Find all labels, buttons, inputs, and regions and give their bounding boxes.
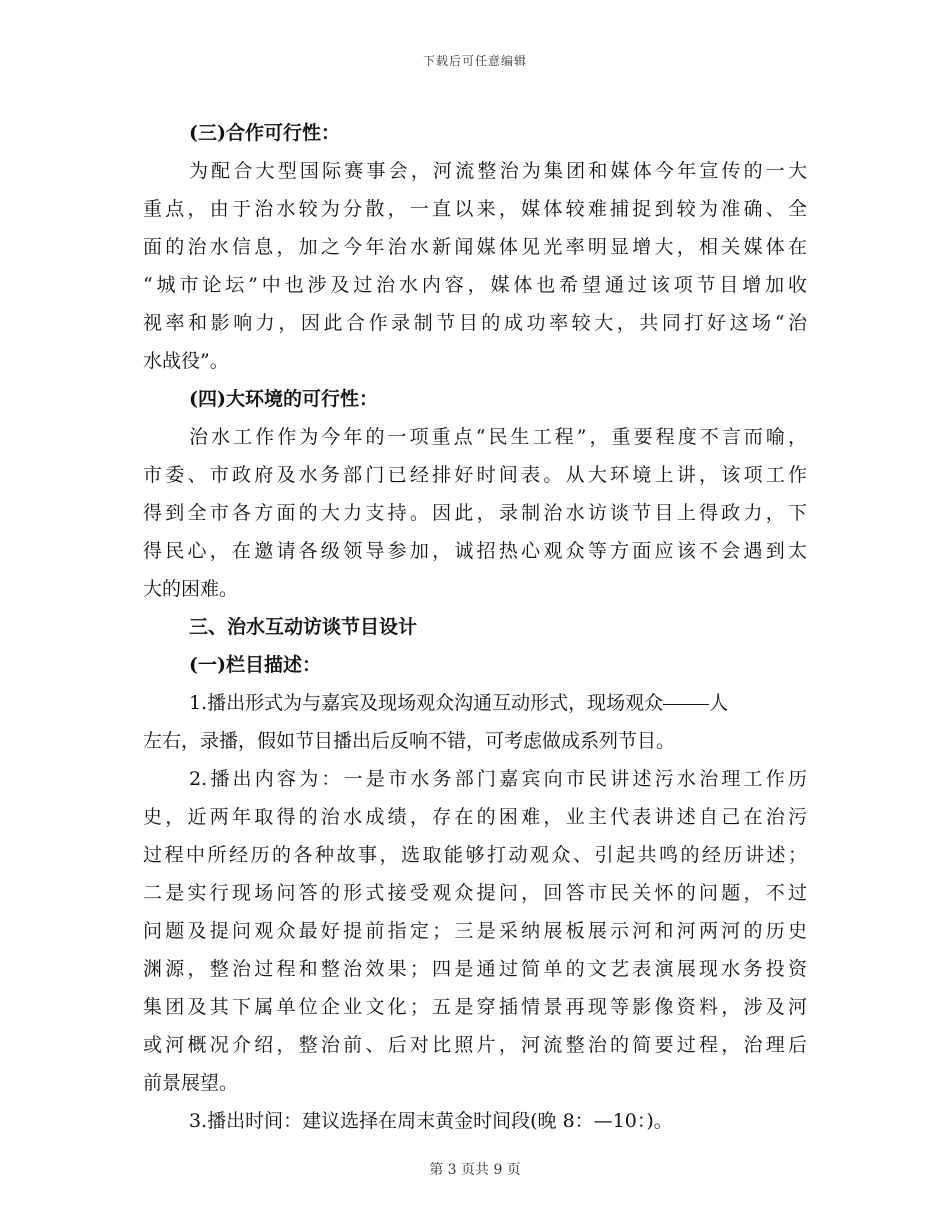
paragraph-line: 市委、市政府及水务部门已经排好时间表。从大环境上讲，该项工作 — [143, 464, 807, 486]
paragraph-line: 左右，录播，假如节目播出后反响不错，可考虑做成系列节目。 — [143, 730, 676, 752]
paragraph-line: 视率和影响力，因此合作录制节目的成功率较大，共同打好这场“治 — [143, 312, 807, 334]
paragraph-line: 问题及提问观众最好提前指定；三是采纳展板展示河和河两河的历史 — [143, 920, 807, 942]
paragraph-line: 史，近两年取得的治水成绩，存在的困难，业主代表讲述自己在治污 — [143, 806, 807, 828]
item-2-line: 2.播出内容为：一是市水务部门嘉宾向市民讲述污水治理工作历 — [189, 768, 807, 790]
document-body — [143, 114, 807, 1140]
paragraph-line: 得民心，在邀请各级领导参加，诚招热心观众等方面应该不会遇到太 — [143, 540, 807, 562]
item-1-unit: 人 — [709, 692, 729, 714]
item-3-line: 3.播出时间：建议选择在周末黄金时间段(晚 8：—10：)。 — [189, 1110, 673, 1132]
page-footer: 第 3 页共 9 页 — [429, 1162, 521, 1178]
paragraph-line: 或河概况介绍，整治前、后对比照片，河流整治的简要过程，治理后 — [143, 1034, 807, 1056]
section-heading-cooperation: (三)合作可行性： — [189, 122, 340, 144]
paragraph-line: 水战役”。 — [143, 350, 229, 372]
paragraph-line: 面的治水信息，加之今年治水新闻媒体见光率明显增大，相关媒体在 — [143, 236, 807, 258]
page-header: 下载后可任意编辑 — [422, 54, 527, 68]
paragraph-line: 前景展望。 — [143, 1072, 239, 1094]
paragraph-line: 渊源，整治过程和整治效果；四是通过简单的文艺表演展现水务投资 — [143, 958, 807, 980]
section-heading-environment: (四)大环境的可行性： — [189, 388, 378, 410]
part-heading-program-design: 三、治水互动访谈节目设计 — [189, 616, 418, 638]
paragraph-line: 得到全市各方面的大力支持。因此，录制治水访谈节目上得政力，下 — [143, 502, 807, 524]
paragraph-line: 二是实行现场问答的形式接受观众提问，回答市民关怀的问题，不过 — [143, 882, 807, 904]
paragraph-line: “城市论坛”中也涉及过治水内容，媒体也希望通过该项节目增加收 — [143, 274, 807, 296]
paragraph-line: 集团及其下属单位企业文化；五是穿插情景再现等影像资料，涉及河 — [143, 996, 807, 1018]
paragraph-line: 为配合大型国际赛事会，河流整治为集团和媒体今年宣传的一大 — [189, 160, 807, 182]
paragraph-line: 治水工作作为今年的一项重点“民生工程”，重要程度不言而喻， — [189, 426, 807, 448]
paragraph-line: 重点，由于治水较为分散，一直以来，媒体较难捕捉到较为准确、全 — [143, 198, 807, 220]
fill-in-blank — [663, 703, 709, 705]
paragraph-line: 大的困难。 — [143, 578, 239, 600]
subsection-heading-description: (一)栏目描述： — [189, 654, 321, 676]
item-1-text: 1.播出形式为与嘉宾及现场观众沟通互动形式，现场观众 — [189, 692, 664, 714]
paragraph-line: 过程中所经历的各种故事，选取能够打动观众、引起共鸣的经历讲述； — [143, 844, 807, 866]
item-1-line — [143, 684, 807, 722]
